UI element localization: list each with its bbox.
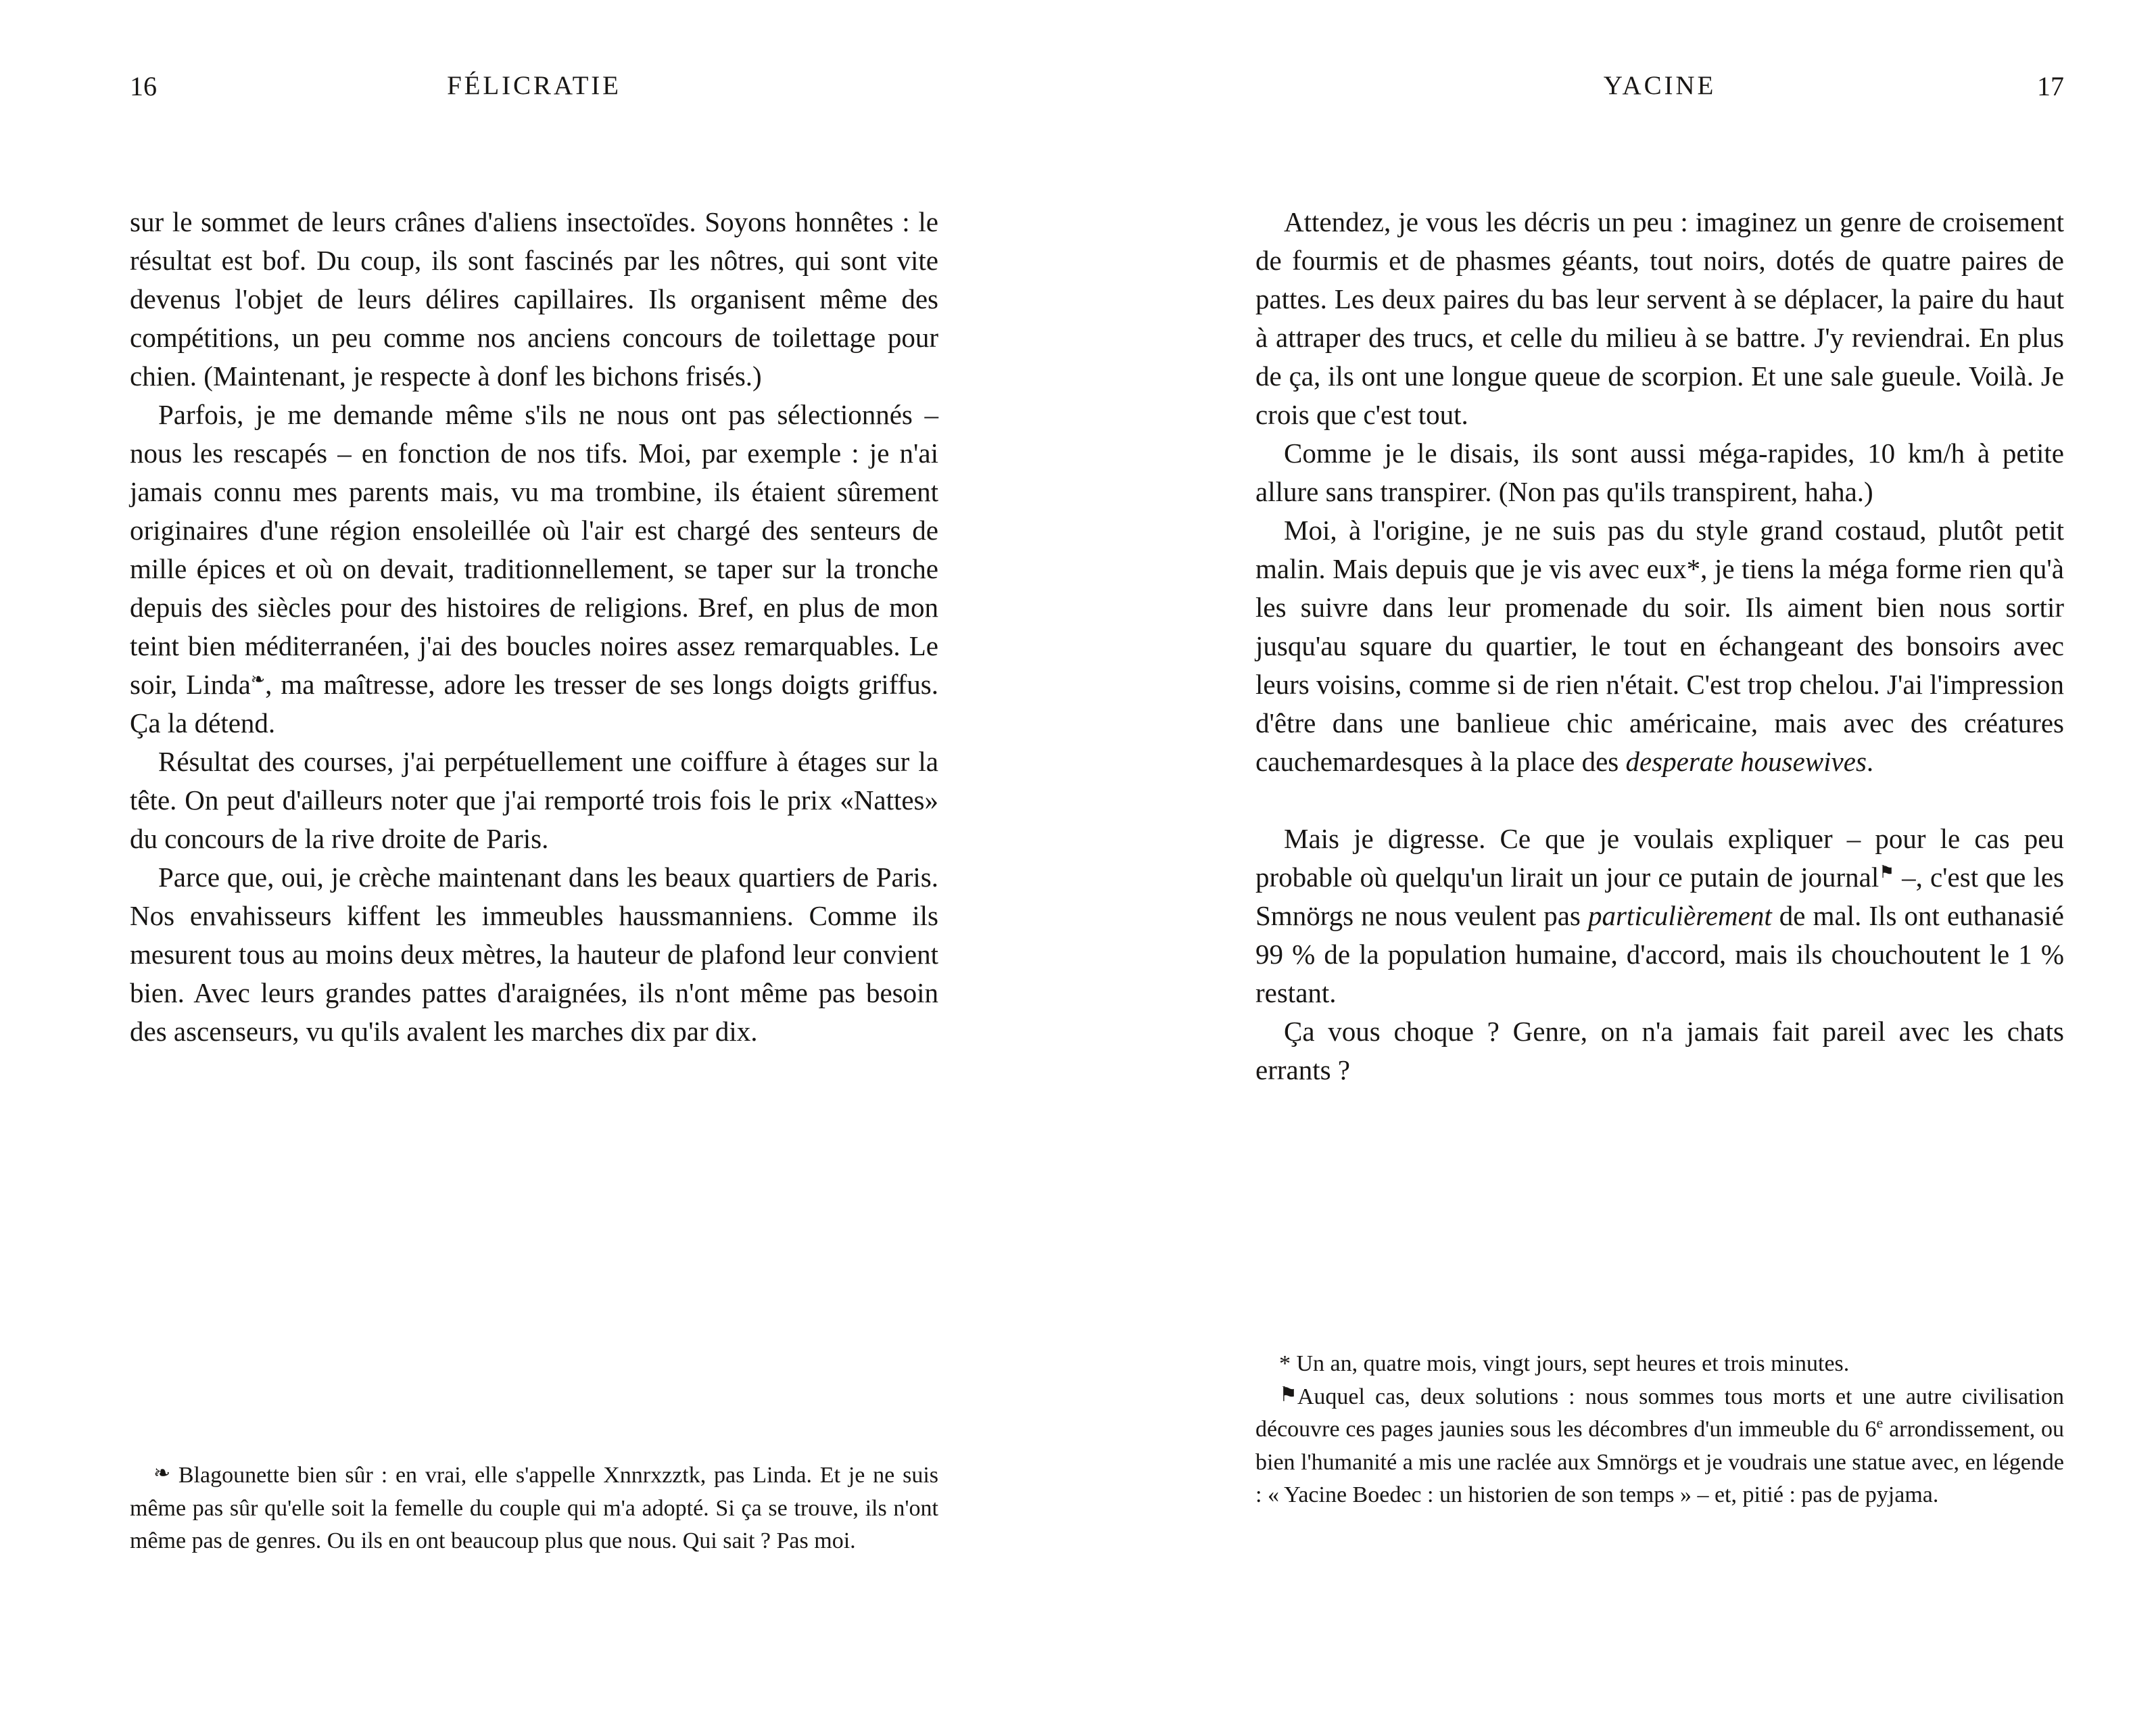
footnote-sup: e bbox=[1876, 1414, 1884, 1432]
footnote bbox=[1255, 1381, 2064, 1512]
paragraph bbox=[130, 396, 938, 743]
paragraph-text: Moi, à l'origine, je ne suis pas du style grand costaud, plutôt petit malin. Mais depuis que je vis avec eux*, je tiens la méga forme rien qu'à les suivre dans leur promenade du soir. Ils aiment bien nous sortir jusqu'au square du quartier, le tout en échangeant des bonsoirs avec leurs voisins, comme si de rien n'était. C'est trop chelou. J'ai l'impression d'être dans une banlieue chic américaine, mais avec des créatures cauchemardesques à la place des bbox=[1255, 515, 2064, 777]
paragraph bbox=[1255, 434, 2064, 511]
paragraph-italic: desperate housewives bbox=[1625, 746, 1867, 777]
paragraph bbox=[1255, 1012, 2064, 1089]
page-right bbox=[1255, 0, 2064, 1717]
paragraph-text: Parce que, oui, je crèche maintenant dans les beaux quartiers de Paris. Nos envahisseurs kiffent les immeubles haussmanniens. Comme ils mesurent tous au moins deux mètres, la hauteur de plafond leur convient bien. Avec leurs grandes pattes d'araignées, ils n'ont même pas besoin des ascenseurs, vu qu'ils avalent les marches dix par dix. bbox=[130, 862, 938, 1047]
paragraph-text: –, c'est que les Smnörgs ne nous veulent pas bbox=[1255, 862, 2064, 931]
paragraph-fnmark: ❧ bbox=[250, 670, 266, 690]
paragraph-text: Résultat des courses, j'ai perpétuellement une coiffure à étages sur la tête. On peut d'ailleurs noter que j'ai remporté trois fois le prix «Nattes» du concours de la rive droite de Paris. bbox=[130, 746, 938, 854]
page-left bbox=[130, 0, 938, 1717]
paragraph-text: Attendez, je vous les décris un peu : imaginez un genre de croisement de fourmis et de phasmes géants, tout noirs, dotés de quatre paires de pattes. Les deux paires du bas leur servent à se déplacer, la paire du haut à attraper des trucs, et celle du milieu à se battre. J'y reviendrai. En plus de ça, ils ont une longue queue de scorpion. Et une sale gueule. Voilà. Je crois que c'est tout. bbox=[1255, 206, 2064, 430]
page-number-left: 16 bbox=[130, 71, 157, 101]
footnote-text: Blagounette bien sûr : en vrai, elle s'appelle Xnnrxzztk, pas Linda. Et je ne suis même pas sûr qu'elle soit la femelle du couple qui m'a adopté. Si ça se trouve, ils n'ont même pas de genres. Ou ils en ont beaucoup plus que nous. Qui sait ? Pas moi. bbox=[130, 1463, 938, 1553]
footnote bbox=[130, 1459, 938, 1558]
paragraph-text: , ma maîtresse, adore les tresser de ses longs doigts griffus. Ça la détend. bbox=[130, 669, 938, 738]
footnote-fnmark-small: ❧ bbox=[153, 1462, 171, 1485]
footnote-text: arrondissement, ou bien l'humanité a mis une raclée aux Smnörgs et je voudrais une statue avec, en légende : « Yacine Boedec : un historien de son temps » – et, pitié : pas de pyjama. bbox=[1255, 1417, 2065, 1507]
paragraph bbox=[130, 203, 938, 396]
paragraph bbox=[1255, 203, 2064, 434]
paragraph bbox=[1255, 820, 2064, 1012]
paragraph-text: . bbox=[1866, 746, 1874, 777]
body-text-right bbox=[1255, 203, 2064, 1089]
body-text-left bbox=[130, 203, 938, 1051]
footnotes-right bbox=[1255, 1348, 2064, 1512]
paragraph-fnmark: ⚑ bbox=[1879, 863, 1895, 883]
paragraph-text: Mais je digresse. Ce que je voulais expliquer – pour le cas peu probable où quelqu'un lirait un jour ce putain de journal bbox=[1255, 823, 2064, 893]
paragraph-text: Ça vous choque ? Genre, on n'a jamais fait pareil avec les chats errants ? bbox=[1255, 1016, 2064, 1085]
page-number-right: 17 bbox=[2037, 71, 2064, 101]
footnote-text: * Un an, quatre mois, vingt jours, sept heures et trois minutes. bbox=[1279, 1351, 1850, 1376]
footnote-text: Auquel cas, deux solutions : nous sommes tous morts et une autre civilisation découvre ces pages jaunies sous les décombres d'un immeuble du 6 bbox=[1255, 1384, 2064, 1442]
paragraph-text: sur le sommet de leurs crânes d'aliens insectoïdes. Soyons honnêtes : le résultat est bof. Du coup, ils sont fascinés par les nôtres, qui sont vite devenus l'objet de leurs délires capillaires. Ils organisent même des compétitions, un peu comme nos anciens concours de toilettage pour chien. (Maintenant, je respecte à donf les bichons frisés.) bbox=[130, 206, 938, 392]
paragraph-italic: particulièrement bbox=[1587, 900, 1772, 931]
running-title-right: YACINE bbox=[1603, 71, 1717, 100]
running-head-right bbox=[1255, 70, 2064, 105]
paragraph bbox=[130, 858, 938, 1051]
paragraph-text: Parfois, je me demande même s'ils ne nous ont pas sélectionnés – nous les rescapés – en fonction de nos tifs. Moi, par exemple : je n'ai jamais connu mes parents mais, vu ma trombine, ils étaient sûrement originaires d'une région ensoleillée où l'air est chargé des senteurs de mille épices et où on devait, traditionnellement, se taper sur la tronche depuis des siècles pour des histoires de religions. Bref, en plus de mon teint bien méditerranéen, j'ai des boucles noires assez remarquables. Le soir, Linda bbox=[130, 399, 938, 700]
paragraph bbox=[130, 743, 938, 858]
running-title-left: FÉLICRATIE bbox=[447, 71, 621, 100]
running-head-left bbox=[130, 70, 938, 105]
paragraph-text: Comme je le disais, ils sont aussi méga-rapides, 10 km/h à petite allure sans transpirer. (Non pas qu'ils transpirent, haha.) bbox=[1255, 438, 2064, 507]
footnote bbox=[1255, 1348, 2064, 1381]
footnote-fnmark-small: ⚑ bbox=[1279, 1383, 1297, 1406]
footnotes-left bbox=[130, 1459, 938, 1558]
paragraph bbox=[1255, 511, 2064, 781]
paragraph-text: de mal. Ils ont euthanasié 99 % de la population humaine, d'accord, mais ils chouchoutent le 1 % restant. bbox=[1255, 900, 2064, 1008]
